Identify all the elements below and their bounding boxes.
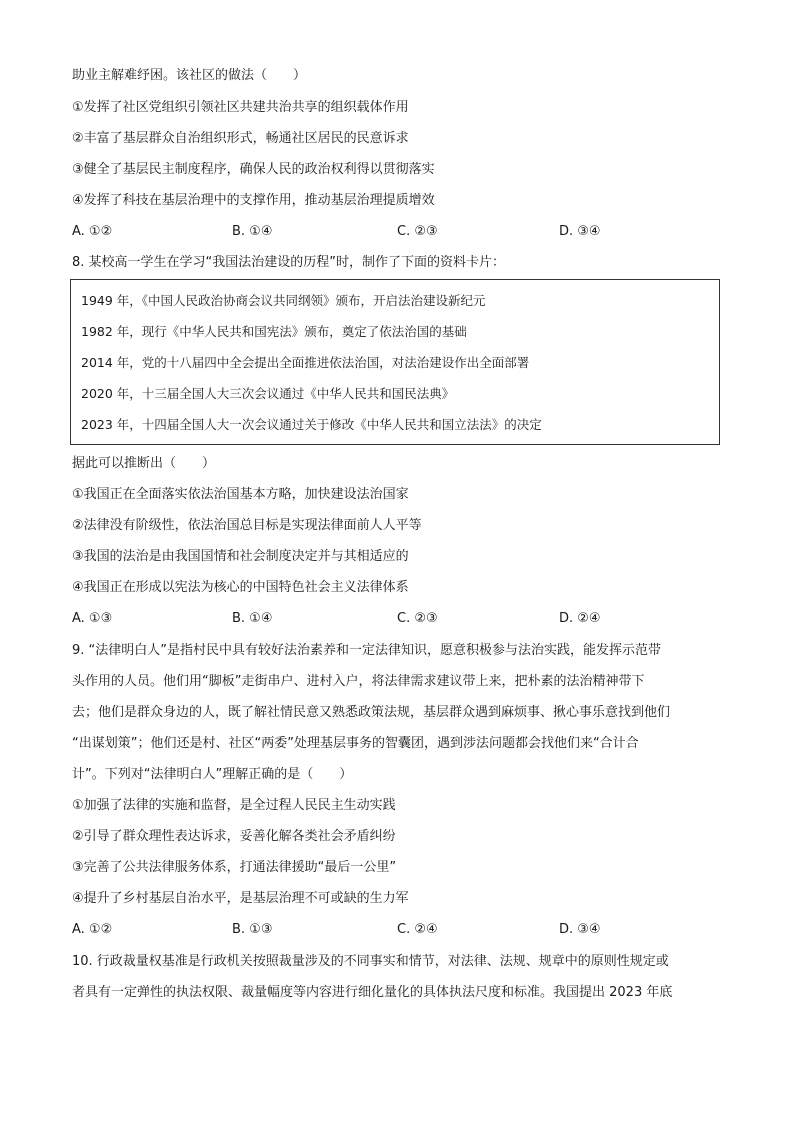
q7-option-c: C. ②③ bbox=[397, 224, 438, 239]
q7-item-1: ①发挥了社区党组织引领社区共建共治共享的组织载体作用 bbox=[72, 100, 409, 115]
q9-option-b: B. ①③ bbox=[232, 922, 273, 937]
q9-item-3: ③完善了公共法律服务体系，打通法律援助“最后一公里” bbox=[72, 860, 397, 875]
q9-item-2: ②引导了群众理性表达诉求，妥善化解各类社会矛盾纠纷 bbox=[72, 829, 396, 844]
q8-item-3: ③我国的法治是由我国国情和社会制度决定并与其相适应的 bbox=[72, 549, 409, 564]
q7-options bbox=[72, 223, 632, 241]
q9-option-d: D. ③④ bbox=[559, 922, 601, 937]
card-line: 2020 年，十三届全国人大三次会议通过《中华人民共和国民法典》 bbox=[81, 386, 455, 401]
q7-stem-tail: 助业主解难纾困。该社区的做法（ ） bbox=[72, 68, 307, 83]
q7-option-d: D. ③④ bbox=[559, 224, 601, 239]
q9-option-c: C. ②④ bbox=[397, 922, 438, 937]
q9-stem-line: 头作用的人员。他们用“脚板”走街串户、进村入户，将法律需求建议带上来，把朴素的法治精神带下 bbox=[72, 674, 645, 689]
card-line: 1949 年，《中国人民政治协商会议共同纲领》颁布，开启法治建设新纪元 bbox=[81, 293, 486, 308]
q9-options bbox=[72, 921, 632, 939]
q8-options bbox=[72, 610, 632, 628]
q8-option-a: A. ①③ bbox=[72, 611, 113, 626]
q8-option-c: C. ②③ bbox=[397, 611, 438, 626]
q9-item-4: ④提升了乡村基层自治水平，是基层治理不可或缺的生力军 bbox=[72, 891, 409, 906]
q7-option-a: A. ①② bbox=[72, 224, 113, 239]
q8-item-1: ①我国正在全面落实依法治国基本方略，加快建设法治国家 bbox=[72, 487, 409, 502]
q8-item-2: ②法律没有阶级性，依法治国总目标是实现法律面前人人平等 bbox=[72, 518, 422, 533]
card-line: 2023 年，十四届全国人大一次会议通过关于修改《中华人民共和国立法法》的决定 bbox=[81, 417, 542, 432]
q9-option-a: A. ①② bbox=[72, 922, 113, 937]
q8-stem: 8. 某校高一学生在学习“我国法治建设的历程”时，制作了下面的资料卡片： bbox=[72, 255, 506, 270]
q8-info-card bbox=[70, 279, 720, 445]
q8-option-b: B. ①④ bbox=[232, 611, 273, 626]
q8-option-d: D. ②④ bbox=[559, 611, 601, 626]
q7-option-b: B. ①④ bbox=[232, 224, 273, 239]
q7-item-2: ②丰富了基层群众自治组织形式，畅通社区居民的民意诉求 bbox=[72, 131, 409, 146]
q10-stem-line: 者具有一定弹性的执法权限、裁量幅度等内容进行细化量化的具体执法尺度和标准。我国提出 2023 年底 bbox=[72, 985, 673, 1000]
card-line: 1982 年，现行《中华人民共和国宪法》颁布，奠定了依法治国的基础 bbox=[81, 324, 467, 339]
card-line: 2014 年，党的十八届四中全会提出全面推进依法治国，对法治建设作出全面部署 bbox=[81, 355, 530, 370]
q7-item-3: ③健全了基层民主制度程序，确保人民的政治权利得以贯彻落实 bbox=[72, 162, 435, 177]
q8-question: 据此可以推断出（ ） bbox=[72, 456, 216, 471]
q9-stem-line: 9. “法律明白人”是指村民中具有较好法治素养和一定法律知识，愿意积极参与法治实践，能发挥示范带 bbox=[72, 643, 662, 658]
q9-stem-line: “出谋划策”；他们还是村、社区“两委”处理基层事务的智囊团，遇到涉法问题都会找他们来“合计合 bbox=[72, 736, 639, 751]
q10-stem-line: 10. 行政裁量权基准是行政机关按照裁量涉及的不同事实和情节，对法律、法规、规章中的原则性规定或 bbox=[72, 954, 669, 969]
q8-item-4: ④我国正在形成以宪法为核心的中国特色社会主义法律体系 bbox=[72, 580, 409, 595]
q9-item-1: ①加强了法律的实施和监督，是全过程人民民主生动实践 bbox=[72, 798, 396, 813]
q9-stem-line: 去；他们是群众身边的人，既了解社情民意又熟悉政策法规，基层群众遇到麻烦事、揪心事乐意找到他们 bbox=[72, 705, 671, 720]
q7-item-4: ④发挥了科技在基层治理中的支撑作用，推动基层治理提质增效 bbox=[72, 193, 435, 208]
q9-stem-line: 计”。下列对“法律明白人”理解正确的是（ ） bbox=[72, 767, 353, 782]
